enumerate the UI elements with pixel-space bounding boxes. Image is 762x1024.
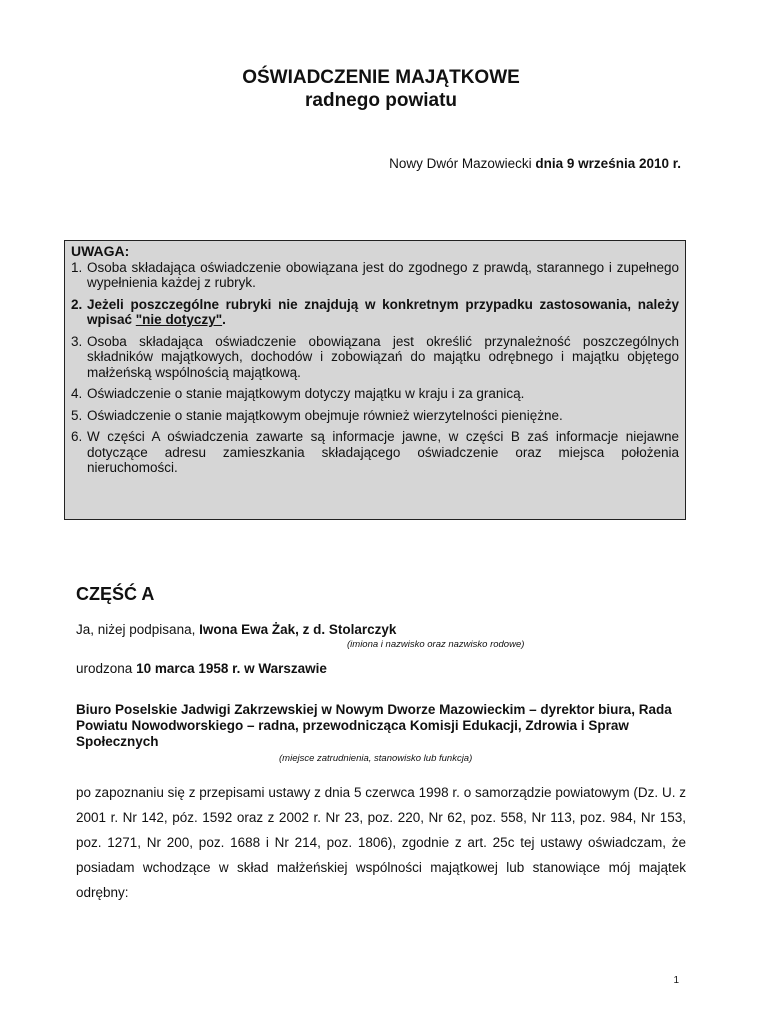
notice-item-text: Osoba składająca oświadczenie obowiązana jest do zgodnego z prawdą, starannego i zupełnego wypełnienia każdej z rubryk. xyxy=(87,259,679,290)
notice-item-text: Osoba składająca oświadczenie obowiązana jest określić przynależność poszczególnych składników majątkowych, dochodów i zobowiązań do majątku odrębnego i majątku objętego małżeńską wspólnością majątkową. xyxy=(87,333,679,380)
notice-item-text: W części A oświadczenia zawarte są informacje jawne, w części B zaś informacje niejawne dotyczące adresu zamieszkania składającego oświadczenie oraz miejsca położenia nieruchomości. xyxy=(87,429,679,475)
notice-item-suffix: . xyxy=(222,312,226,327)
notice-item xyxy=(71,260,679,291)
notice-item-number: 6. xyxy=(71,429,83,444)
signer-hint: (imiona i nazwisko oraz nazwisko rodowe) xyxy=(347,639,525,650)
born-line xyxy=(76,661,327,676)
notice-item-text: Oświadczenie o stanie majątkowym obejmuje również wierzytelności pieniężne. xyxy=(87,407,563,423)
signer-line xyxy=(76,622,396,637)
notice-item xyxy=(71,297,679,328)
notice-item-text: Oświadczenie o stanie majątkowym dotyczy majątku w kraju i za granicą. xyxy=(87,386,525,401)
declaration-paragraph: po zapoznaniu się z przepisami ustawy z dnia 5 czerwca 1998 r. o samorządzie powiatowym (Dz. U. z 2001 r. Nr 142, póz. 1592 oraz z 2002 r. Nr 23, poz. 220, Nr 62, poz. 558, Nr 113, poz. 984, Nr 153, poz. 1271, Nr 200, poz. 1688 i Nr 214, poz. 1806), zgodnie z art. 25c tej ustawy oświadczam, że posiadam wchodzące w skład małżeńskiej wspólności majątkowej lub stanowiące mój majątek odrębny: xyxy=(76,785,686,900)
notice-item xyxy=(71,408,679,424)
employment-hint: (miejsce zatrudnienia, stanowisko lub funkcja) xyxy=(279,753,473,764)
employment: Biuro Poselskie Jadwigi Zakrzewskiej w Nowym Dworze Mazowieckim – dyrektor biura, Rada Powiatu Nowodworskiego – radna, przewodnicząca Komisji Edukacji, Zdrowia i Spraw Społecznych xyxy=(76,702,672,749)
notice-item xyxy=(71,429,679,476)
part-a-heading: CZĘŚĆ A xyxy=(76,584,155,604)
document-subtitle: radnego powiatu xyxy=(305,90,457,111)
notice-item-number: 4. xyxy=(71,386,83,401)
notice-item xyxy=(71,334,679,381)
signer-prefix: Ja, niżej podpisana, xyxy=(76,622,196,637)
notice-box xyxy=(64,240,686,520)
born-prefix: urodzona xyxy=(76,661,133,676)
date-prefix: dnia xyxy=(535,156,564,171)
notice-item-number: 2. xyxy=(71,296,83,312)
place: Nowy Dwór Mazowiecki xyxy=(389,156,532,171)
notice-item-text: Jeżeli poszczególne rubryki nie znajdują w konkretnym przypadku zastosowania, należy wpisać xyxy=(87,296,679,327)
notice-item xyxy=(71,386,679,402)
notice-list xyxy=(71,260,679,476)
date: 9 września 2010 r. xyxy=(566,156,681,171)
notice-item-number: 3. xyxy=(71,333,83,349)
notice-item-number: 1. xyxy=(71,259,83,275)
signer-name: Iwona Ewa Żak, z d. Stolarczyk xyxy=(199,622,397,637)
notice-item-number: 5. xyxy=(71,407,83,423)
notice-item-emphasis: "nie dotyczy" xyxy=(135,312,223,327)
page-mark: 1 xyxy=(673,975,679,986)
place-and-date xyxy=(389,156,681,171)
born-value: 10 marca 1958 r. w Warszawie xyxy=(136,661,327,676)
notice-heading: UWAGA: xyxy=(71,243,130,259)
document-title: OŚWIADCZENIE MAJĄTKOWE xyxy=(242,67,520,88)
